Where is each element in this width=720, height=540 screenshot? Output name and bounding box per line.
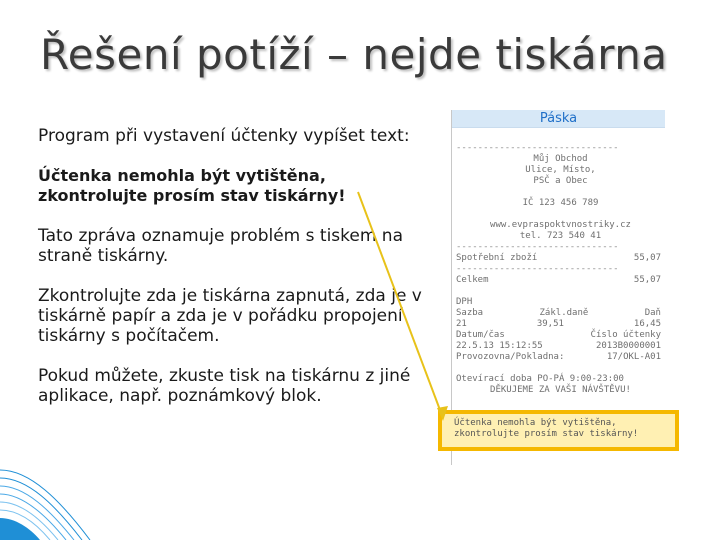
receipt-hours: Otevírací doba PO-PÁ 9:00-23:00 bbox=[456, 374, 624, 384]
receipt-header: Páska bbox=[452, 110, 665, 128]
receipt-item-label: Spotřební zboží bbox=[456, 253, 538, 263]
receipt-phone: tel. 723 540 41 bbox=[519, 231, 602, 241]
receipt-street: Ulice, Místo, bbox=[525, 165, 596, 175]
receipt-total-label: Celkem bbox=[456, 275, 489, 285]
divider: ------------------------------ bbox=[456, 242, 619, 252]
error-message-line2: zkontrolujte prosím stav tiskárny! bbox=[38, 186, 346, 205]
receipt-web: www.evpraspoktvnostriky.cz bbox=[490, 220, 631, 230]
receipt-vat-tax: 16,45 bbox=[633, 319, 661, 329]
receipt-shop-value: 17/OKL-A01 bbox=[606, 352, 661, 362]
error-message-line1: Účtenka nemohla být vytištěna, bbox=[38, 166, 326, 185]
divider: ------------------------------ bbox=[456, 143, 619, 153]
page-title: Řešení potíží – nejde tiskárna bbox=[40, 30, 668, 79]
receipt-date-label: Datum/čas bbox=[456, 330, 505, 340]
receipt-shop-name: Můj Obchod bbox=[533, 154, 588, 164]
receipt-total-value: 55,07 bbox=[633, 275, 661, 285]
receipt-error-line2: zkontrolujte prosím stav tiskárny! bbox=[454, 429, 639, 439]
intro-text: Program při vystavení účtenky vypíšet text: bbox=[38, 126, 410, 146]
receipt-col-rate: Sazba bbox=[456, 308, 484, 318]
receipt-error-line1: Účtenka nemohla být vytištěna, bbox=[454, 418, 617, 428]
divider: ------------------------------ bbox=[456, 264, 619, 274]
receipt-item-value: 55,07 bbox=[633, 253, 661, 263]
paragraph-try: Pokud můžete, zkuste tisk na tiskárnu z jiné aplikace, např. poznámkový blok. bbox=[38, 366, 411, 406]
receipt-col-tax: Daň bbox=[644, 308, 661, 318]
paragraph-check: Zkontrolujte zda je tiskárna zapnutá, zda je v tiskárně papír a zda je v pořádku propojení tiskárny s počítačem. bbox=[38, 286, 422, 346]
receipt-no-value: 2013B0000001 bbox=[595, 341, 661, 351]
receipt-col-base: Zákl.daně bbox=[539, 308, 589, 318]
deco-fill bbox=[0, 518, 40, 540]
receipt-vat-base: 39,51 bbox=[536, 319, 564, 329]
receipt-no-label: Číslo účtenky bbox=[590, 330, 661, 340]
receipt-shop-label: Provozovna/Pokladna: bbox=[456, 352, 565, 362]
receipt-city: PSČ a Obec bbox=[533, 176, 588, 186]
receipt-ic: IČ 123 456 789 bbox=[522, 198, 599, 208]
receipt-thanks: DĚKUJEME ZA VAŠI NÁVŠTĚVU! bbox=[490, 385, 631, 395]
paragraph-problem: Tato zpráva oznamuje problém s tiskem na straně tiskárny. bbox=[38, 226, 404, 266]
receipt-dph: DPH bbox=[456, 297, 473, 307]
receipt-date-value: 22.5.13 15:12:55 bbox=[456, 341, 543, 351]
receipt-vat-rate: 21 bbox=[456, 319, 467, 329]
